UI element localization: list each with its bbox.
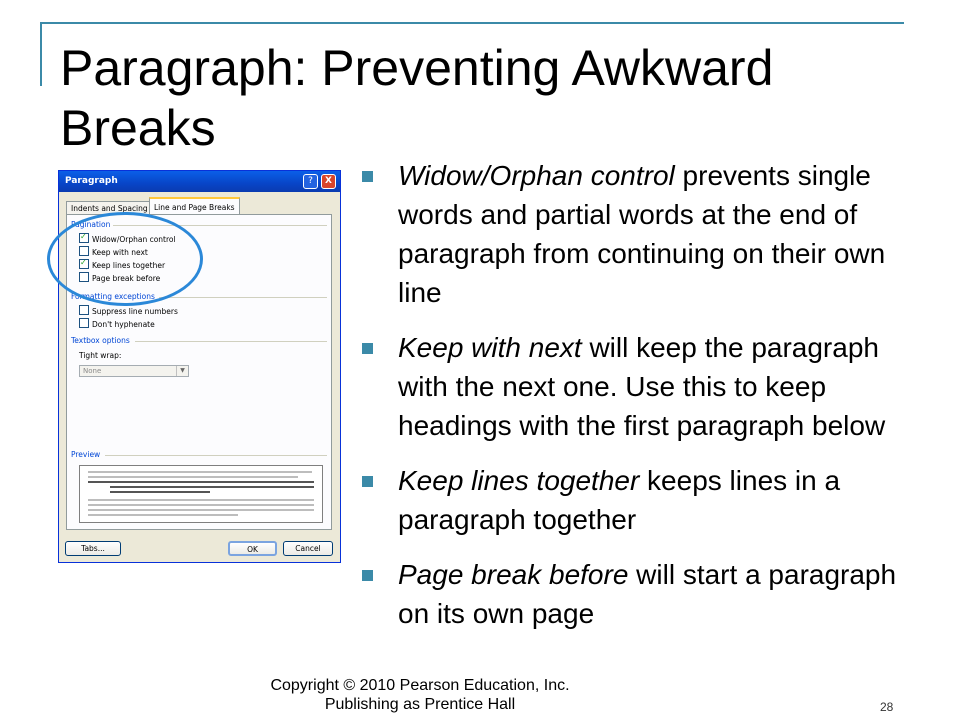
checkbox-label: Keep lines together [92, 261, 166, 270]
preview-line [110, 486, 314, 488]
bullet-text: keeps lines in a paragraph together [398, 465, 841, 535]
page-number: 28 [880, 700, 894, 714]
bullet-term: Page break before [398, 559, 629, 590]
checkbox-label: Widow/Orphan control [92, 235, 176, 244]
preview-line [88, 509, 314, 511]
left-rule [40, 22, 42, 86]
bullet-term: Keep lines together [398, 465, 640, 496]
bullet-square-icon [362, 476, 373, 487]
close-button[interactable]: X [321, 174, 336, 189]
preview-line [88, 514, 238, 516]
preview-line [88, 476, 298, 478]
bullet-square-icon [362, 570, 373, 581]
cancel-button[interactable]: Cancel [283, 541, 333, 556]
bullet-page-break-before [362, 555, 902, 633]
bullet-square-icon [362, 171, 373, 182]
tight-wrap-label: Tight wrap: [79, 351, 122, 360]
preview-line [88, 499, 314, 501]
help-button[interactable]: ? [303, 174, 318, 189]
footer-copyright [240, 676, 600, 714]
bullet-text: will keep the paragraph with the next one. Use this to keep headings with the first paragraph below [398, 332, 886, 441]
tight-wrap-value: None [83, 367, 102, 375]
chevron-down-icon[interactable]: ▼ [176, 366, 188, 376]
preview-line [88, 481, 314, 483]
dialog-titlebar [59, 171, 340, 192]
checkbox-label: Don't hyphenate [92, 320, 155, 329]
group-label: Formatting exceptions [71, 292, 155, 301]
highlight-circle [47, 212, 203, 306]
top-rule [40, 22, 904, 24]
bullet-keep-with-next [362, 328, 902, 445]
bullet-square-icon [362, 343, 373, 354]
group-label: Pagination [71, 220, 111, 229]
bullet-term: Keep with next [398, 332, 582, 363]
checkbox-label: Suppress line numbers [92, 307, 178, 316]
group-preview [71, 450, 327, 459]
bullet-widow-orphan [362, 156, 902, 312]
preview-line [110, 491, 210, 493]
tight-wrap-select[interactable] [79, 365, 189, 377]
checkbox-suppress-line-numbers[interactable] [79, 305, 178, 316]
dialog-title: Paragraph [65, 176, 118, 186]
checkbox-icon[interactable] [79, 305, 89, 315]
checkbox-dont-hyphenate[interactable] [79, 318, 155, 329]
preview-line [88, 504, 314, 506]
bullet-term: Widow/Orphan control [398, 160, 675, 191]
footer-line-2: Publishing as Prentice Hall [324, 696, 516, 713]
ok-button[interactable]: OK [228, 541, 277, 556]
preview-line [88, 471, 312, 473]
checkbox-label: Keep with next [92, 248, 148, 257]
bullet-text: will start a paragraph on its own page [398, 559, 897, 629]
group-label: Textbox options [71, 336, 130, 345]
bullet-text: prevents single words and partial words at the end of paragraph from continuing on their own line [398, 160, 886, 308]
checkbox-label: Page break before [92, 274, 161, 283]
group-label: Preview [71, 450, 101, 459]
checkbox-icon[interactable] [79, 318, 89, 328]
tabs-button[interactable]: Tabs... [65, 541, 121, 556]
bullet-list [362, 156, 902, 649]
tab-indents-and-spacing[interactable]: Indents and Spacing [66, 201, 153, 216]
tab-line-and-page-breaks[interactable]: Line and Page Breaks [149, 197, 240, 216]
footer-line-1: Copyright © 2010 Pearson Education, Inc. [270, 677, 570, 694]
bullet-keep-lines-together [362, 461, 902, 539]
group-textbox-options [71, 336, 327, 345]
slide-title: Paragraph: Preventing Awkward Breaks [60, 40, 774, 156]
preview-box [79, 465, 323, 523]
